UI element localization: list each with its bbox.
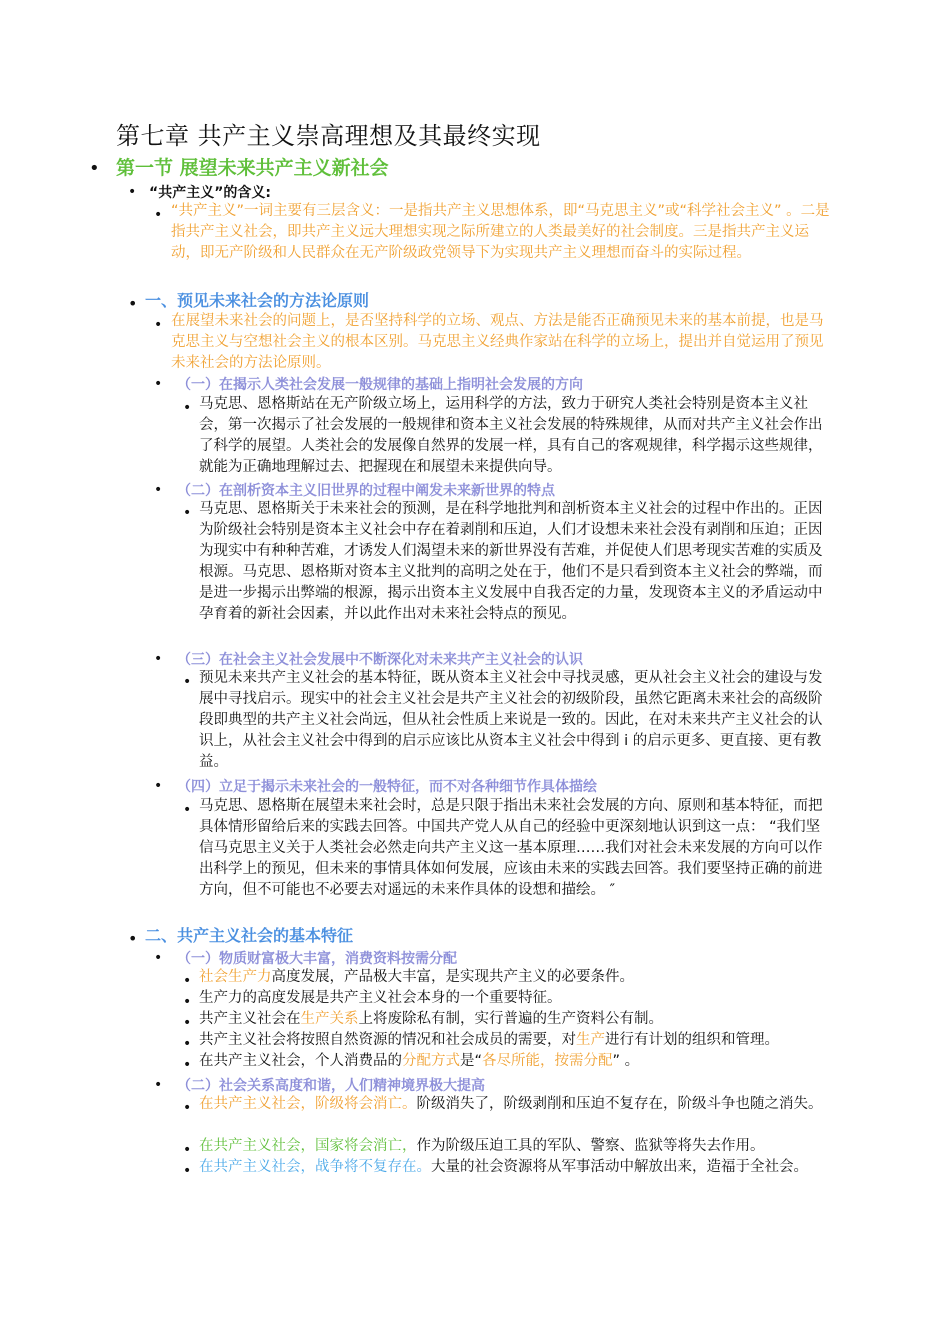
part2-sub1-line3 (199, 1009, 663, 1030)
part2-heading: 二、共产主义社会的基本特征 (145, 926, 354, 945)
body-text: 共产主义社会将按照自然资源的情况和社会成员的需要，对 (199, 1032, 576, 1048)
part1-intro: 在展望未来社会的问题上，是否坚持科学的立场、观点、方法是能否正确预见未来的基本前提，也是马克思主义与空想社会主义的根本区别。马克思主义经典作家站在科学的立场上，提出并自觉运用了预见未来社会的方法论原则。 (171, 313, 824, 371)
body-text: 作为阶级压迫工具的军队、警察、监狱等将失去作用。 (416, 1138, 765, 1154)
meaning-text: “共产主义”一词主要有三层含义：一是指共产主义思想体系，即“马克思主义”或“科学社会主义” 。二是指共产主义社会，即共产主义远大理想实现之际所建立的人类最美好的社会制度。三是指共产主义运动，即无产阶级和人民群众在无产阶级政党领导下为实现共产主义理想而奋斗的实际过程。 (171, 203, 830, 261)
bullet: • (183, 1036, 192, 1052)
bullet: • (128, 929, 138, 948)
bullet: • (154, 207, 163, 223)
part1-heading: 一、预见未来社会的方法论原则 (145, 291, 370, 310)
part2-sub2-heading: （二）社会关系高度和谐，人们精神境界极大提高 (177, 1078, 485, 1094)
bullet: • (154, 778, 163, 794)
body-text: 共产主义社会在 (199, 1011, 301, 1027)
bullet: • (183, 674, 192, 690)
part2-sub1-line1 (199, 967, 634, 988)
bullet: • (183, 994, 192, 1010)
body-text: 大量的社会资源将从军事活动中解放出来，造福于全社会。 (431, 1159, 808, 1175)
highlight-text: 分配方式 (402, 1053, 460, 1069)
highlight-text: 在共产主义社会，国家将会消亡， (199, 1138, 417, 1154)
part1-item1-heading: （一）在揭示人类社会发展一般规律的基础上指明社会发展的方向 (177, 377, 583, 393)
body-text: 阶级消失了，阶级剥削和压迫不复存在，阶级斗争也随之消失。 (416, 1096, 823, 1112)
body-text: 高度发展，产品极大丰富，是实现共产主义的必要条件。 (271, 969, 634, 985)
bullet: • (183, 1057, 192, 1073)
bullet: • (154, 950, 163, 966)
part2-sub2-line1 (199, 1094, 825, 1115)
body-text: 生产力的高度发展是共产主义社会本身的一个重要特征。 (199, 990, 562, 1006)
part1-item4-heading: （四）立足于揭示未来社会的一般特征，而不对各种细节作具体描绘 (177, 779, 597, 795)
bullet: • (128, 294, 138, 313)
bullet: • (183, 1142, 192, 1158)
bullet: • (128, 184, 137, 200)
bullet: • (89, 158, 100, 179)
part2-sub1-line2 (199, 988, 562, 1009)
part1-item2-text: 马克思、恩格斯关于未来社会的预测，是在科学地批判和剖析资本主义社会的过程中作出的。正因为阶级社会特别是资本主义社会中存在着剥削和压迫，人们才设想未来社会没有剥削和压迫；正因为现实中有种种苦难，才诱发人们渴望未来的新世界没有苦难，并促使人们思考现实苦难的实质及根源。马克思、恩格斯对资本主义批判的高明之处在于，他们不是只看到资本主义社会的弊端，而是进一步揭示出弊端的根源，揭示出资本主义发展中自我否定的力量，发现资本主义的矛盾运动中孕育着的新社会因素，并以此作出对未来社会特点的预见。 (199, 501, 823, 622)
part1-item2-heading: （二）在剖析资本主义旧世界的过程中阐发未来新世界的特点 (177, 483, 555, 499)
part1-item3-heading: （三）在社会主义社会发展中不断深化对未来共产主义社会的认识 (177, 652, 583, 668)
part2-sub1-line4 (199, 1030, 779, 1051)
highlight-text: 各尽所能，按需分配 (482, 1053, 613, 1069)
highlight-text: 生产关系 (300, 1011, 359, 1027)
part1-item4-text: 马克思、恩格斯在展望未来社会时，总是只限于指出未来社会发展的方向、原则和基本特征，而把具体情形留给后来的实践去回答。中国共产党人从自己的经验中更深刻地认识到这一点： “我们坚信马克思主义关于人类社会必然走向共产主义这一基本原理……我们对社会未来发展的方向可以作出科学上的预见，但未来的事情具体如何发展，应该由未来的实践去回答。我们要坚持正确的前进方向，但不可能也不必要去对遥远的未来作具体的设想和描绘。 ″ (199, 798, 823, 898)
bullet: • (154, 482, 163, 498)
part2-sub1-line5 (199, 1051, 639, 1072)
bullet: • (183, 802, 192, 818)
highlight-text: 生产 (576, 1032, 605, 1048)
part2-sub1-heading: （一）物质财富极大丰富，消费资料按需分配 (177, 951, 457, 967)
section-heading: 第一节 展望未来共产主义新社会 (116, 157, 389, 179)
body-text: 在共产主义社会，个人消费品的 (199, 1053, 402, 1069)
bullet: • (183, 505, 192, 521)
bullet: • (154, 317, 163, 333)
highlight-text: 在共产主义社会，阶级将会消亡。 (199, 1096, 417, 1112)
part1-item1-text: 马克思、恩格斯站在无产阶级立场上，运用科学的方法，致力于研究人类社会特别是资本主义社会，第一次揭示了社会发展的一般规律和资本主义社会发展的特殊规律，从而对共产主义社会作出了科学的展望。人类社会的发展像自然界的发展一样，具有自己的客观规律，科学揭示这些规律，就能为正确地理解过去、把握现在和展望未来提供向导。 (199, 396, 823, 475)
meaning-heading: “共产主义”的含义: (149, 185, 272, 201)
part2-sub2-line3 (199, 1157, 825, 1178)
part2-sub2-line2 (199, 1136, 765, 1157)
highlight-text: 社会生产力 (199, 969, 272, 985)
bullet: • (183, 400, 192, 416)
body-text: ” 。 (612, 1053, 640, 1069)
bullet: • (154, 651, 163, 667)
bullet: • (183, 1100, 192, 1116)
bullet: • (183, 1163, 192, 1179)
bullet: • (183, 973, 192, 989)
body-text: 是“ (460, 1053, 483, 1069)
body-text: 上将废除私有制，实行普遍的生产资料公有制。 (358, 1011, 663, 1027)
part1-item3-text: 预见未来共产主义社会的基本特征，既从资本主义社会中寻找灵感，更从社会主义社会的建设与发展中寻找启示。现实中的社会主义社会是共产主义社会的初级阶段，虽然它距离未来社会的高级阶段即典型的共产主义社会尚远，但从社会性质上来说是一致的。因此，在对未来共产主义社会的认识上，从社会主义社会中得到的启示应该比从资本主义社会中得到 i 的启示更多、更直接、更有教益。 (199, 670, 823, 770)
highlight-text: 在共产主义社会，战争将不复存在。 (199, 1159, 431, 1175)
bullet: • (154, 376, 163, 392)
bullet: • (183, 1015, 192, 1031)
body-text: 进行有计划的组织和管理。 (605, 1032, 779, 1048)
page-title: 第七章 共产主义崇高理想及其最终实现 (116, 122, 541, 150)
bullet: • (154, 1077, 163, 1093)
